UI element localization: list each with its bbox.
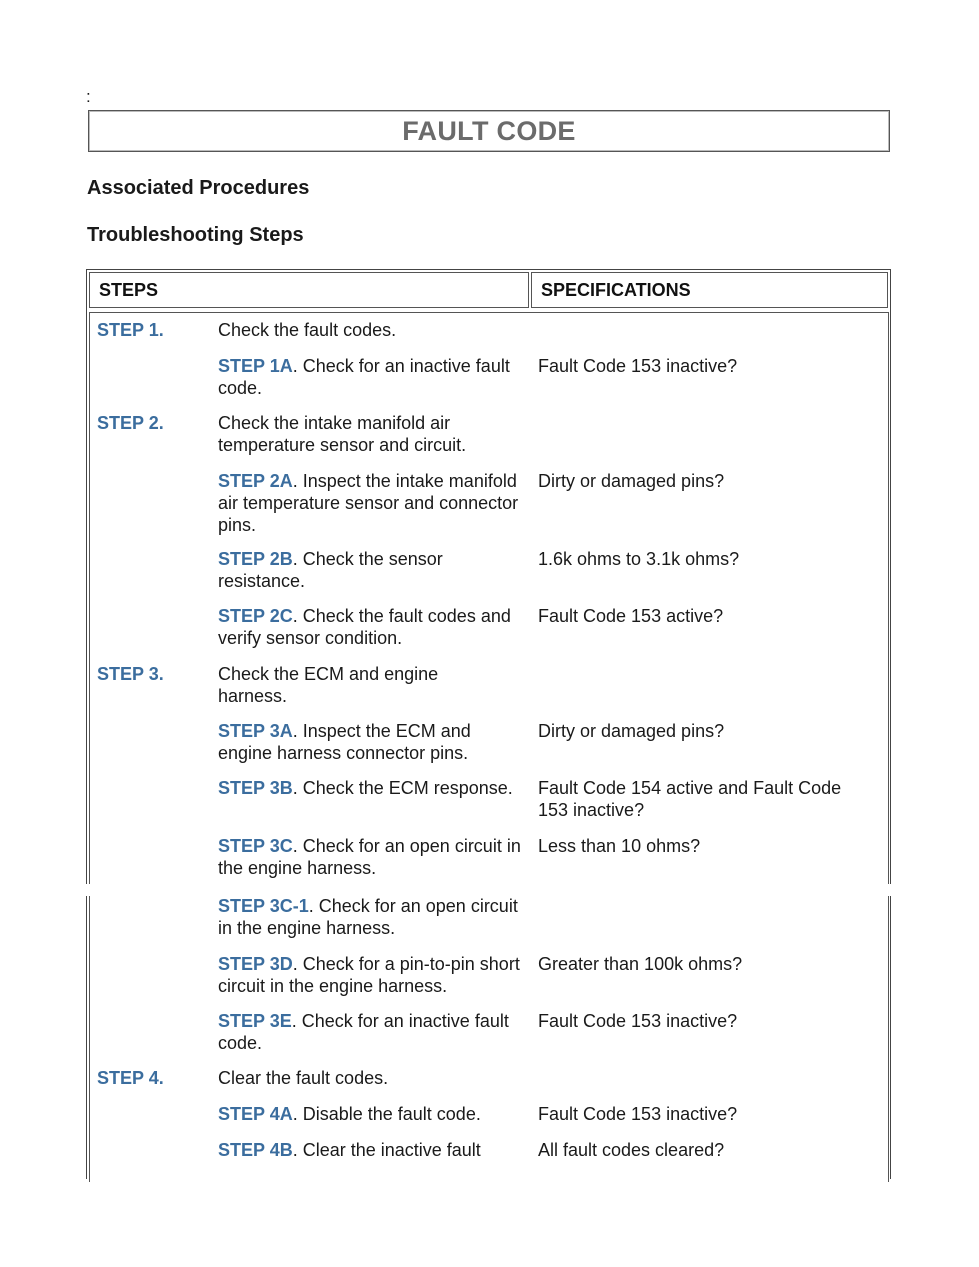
substep-link[interactable]: STEP 3D bbox=[218, 954, 293, 974]
substep-text: STEP 1A. Check for an inactive fault code. bbox=[218, 356, 510, 398]
step-label[interactable]: STEP 2. bbox=[97, 413, 164, 433]
steps-column-header: STEPS bbox=[89, 272, 529, 308]
substep-text: STEP 3C. Check for an open circuit in the engine harness. bbox=[218, 836, 521, 878]
border-break-left bbox=[86, 884, 92, 896]
spec-text: Greater than 100k ohms? bbox=[538, 954, 743, 974]
border-break-right bbox=[886, 884, 892, 896]
substep-text: STEP 2A. Inspect the intake manifold air temperature sensor and connector pins. bbox=[218, 471, 519, 535]
substep-link[interactable]: STEP 4B bbox=[218, 1140, 293, 1160]
page-title: FAULT CODE bbox=[402, 115, 576, 146]
substep-link[interactable]: STEP 2B bbox=[218, 549, 293, 569]
spec-text: All fault codes cleared? bbox=[538, 1140, 725, 1160]
step-text: Clear the fault codes. bbox=[218, 1068, 389, 1088]
substep-text: STEP 4B. Clear the inactive fault bbox=[218, 1140, 481, 1160]
step-label[interactable]: STEP 4. bbox=[97, 1068, 164, 1088]
step-label[interactable]: STEP 1. bbox=[97, 320, 164, 340]
spec-text: Fault Code 153 inactive? bbox=[538, 1011, 738, 1031]
substep-text: STEP 3A. Inspect the ECM and engine harness connector pins. bbox=[218, 721, 471, 763]
step-text: Check the intake manifold air temperature sensor and circuit. bbox=[218, 413, 467, 455]
spec-text: 1.6k ohms to 3.1k ohms? bbox=[538, 549, 740, 569]
substep-text: STEP 4A. Disable the fault code. bbox=[218, 1104, 481, 1124]
spec-text: Fault Code 154 active and Fault Code 153 inactive? bbox=[538, 778, 842, 820]
spec-text: Dirty or damaged pins? bbox=[538, 721, 725, 741]
specifications-column-header: SPECIFICATIONS bbox=[531, 272, 888, 308]
substep-text: STEP 2C. Check the fault codes and verify sensor condition. bbox=[218, 606, 511, 648]
step-text: Check the fault codes. bbox=[218, 320, 397, 340]
substep-link[interactable]: STEP 3C-1 bbox=[218, 896, 309, 916]
spec-text: Fault Code 153 inactive? bbox=[538, 1104, 738, 1124]
substep-text: STEP 3D. Check for a pin-to-pin short circuit in the engine harness. bbox=[218, 954, 520, 996]
substep-link[interactable]: STEP 3B bbox=[218, 778, 293, 798]
substep-link[interactable]: STEP 1A bbox=[218, 356, 293, 376]
spec-text: Dirty or damaged pins? bbox=[538, 471, 725, 491]
substep-link[interactable]: STEP 4A bbox=[218, 1104, 293, 1124]
substep-link[interactable]: STEP 2C bbox=[218, 606, 293, 626]
substep-link[interactable]: STEP 3A bbox=[218, 721, 293, 741]
associated-procedures-heading: Associated Procedures bbox=[87, 177, 310, 199]
spec-text: Fault Code 153 active? bbox=[538, 606, 724, 626]
substep-text: STEP 3E. Check for an inactive fault code. bbox=[218, 1011, 509, 1053]
substep-text: STEP 2B. Check the sensor resistance. bbox=[218, 549, 443, 591]
substep-text: STEP 3B. Check the ECM response. bbox=[218, 778, 513, 798]
spec-text: Fault Code 153 inactive? bbox=[538, 356, 738, 376]
title-box bbox=[88, 110, 890, 152]
substep-link[interactable]: STEP 2A bbox=[218, 471, 293, 491]
substep-link[interactable]: STEP 3C bbox=[218, 836, 293, 856]
troubleshooting-steps-heading: Troubleshooting Steps bbox=[87, 224, 304, 246]
spec-text: Less than 10 ohms? bbox=[538, 836, 701, 856]
substep-text: STEP 3C-1. Check for an open circuit in the engine harness. bbox=[218, 896, 518, 938]
step-text: Check the ECM and engine harness. bbox=[218, 664, 439, 706]
step-label[interactable]: STEP 3. bbox=[97, 664, 164, 684]
colon-mark: : bbox=[86, 87, 91, 106]
substep-link[interactable]: STEP 3E bbox=[218, 1011, 292, 1031]
